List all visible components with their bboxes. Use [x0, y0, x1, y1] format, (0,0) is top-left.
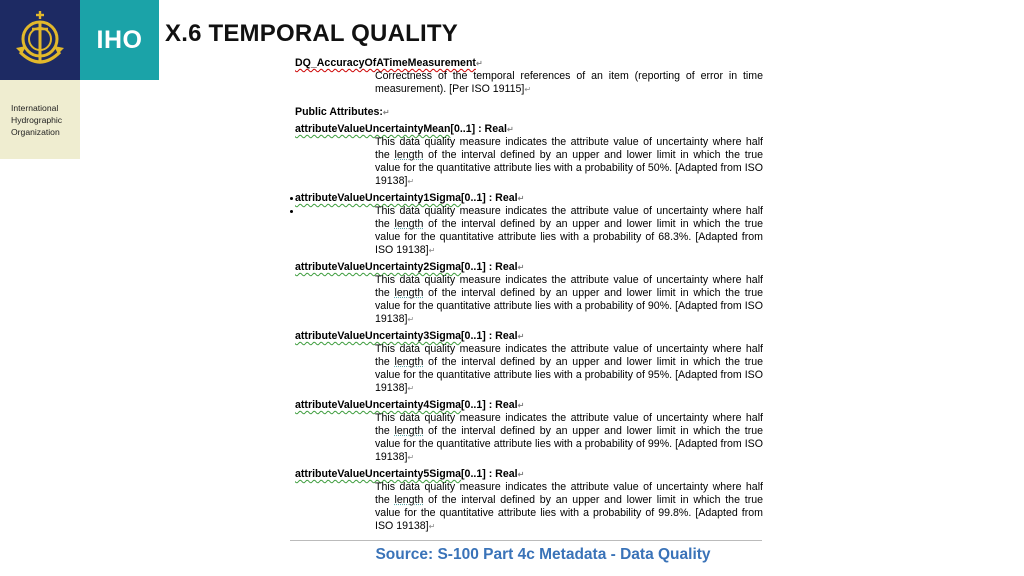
- class-name: DQ_AccuracyOfATimeMeasurement: [295, 57, 476, 69]
- attribute-signature: [0..1] : Real: [461, 192, 518, 204]
- description-keyword: length: [394, 494, 424, 506]
- description-text: of the interval defined by an upper and lower limit in which the true value for the quantitative attribute lies with a probability of 90%. [Adapted from ISO 19138]: [375, 287, 764, 325]
- attribute-description: [375, 274, 763, 326]
- description-text: This data quality measure indicates the attribute value of uncertainty where half the: [375, 136, 763, 161]
- paragraph-mark: ↵: [506, 125, 514, 134]
- description-keyword: length: [394, 425, 424, 437]
- attribute-heading: [295, 123, 763, 136]
- paragraph-mark: ↵: [382, 108, 390, 117]
- description-text: This data quality measure indicates the attribute value of uncertainty where half the: [375, 412, 763, 437]
- attribute-description: [375, 412, 763, 464]
- attribute-heading: [295, 468, 763, 481]
- attribute-entry: [295, 468, 763, 533]
- attribute-description: [375, 205, 763, 257]
- paragraph-mark: ↵: [524, 85, 532, 94]
- organization-name: [0, 80, 80, 159]
- attribute-signature: [0..1] : Real: [450, 123, 507, 135]
- attribute-heading: [295, 330, 763, 343]
- attribute-name: attributeValueUncertainty1Sigma: [295, 192, 462, 204]
- paragraph-mark: ↵: [517, 332, 525, 341]
- paragraph-mark: ↵: [517, 401, 525, 410]
- attribute-description: [375, 136, 763, 188]
- description-text: of the interval defined by an upper and lower limit in which the true value for the quantitative attribute lies with a probability of 99%. [Adapted from ISO 19138]: [375, 425, 764, 463]
- footer-divider: [290, 540, 762, 541]
- paragraph-mark: ↵: [475, 59, 483, 68]
- attribute-entry: [295, 123, 763, 188]
- paragraph-mark: ↵: [407, 384, 415, 393]
- bullet-marker: [290, 210, 293, 213]
- description-text: of the interval defined by an upper and lower limit in which the true value for the quantitative attribute lies with a probability of 50%. [Adapted from ISO 19138]: [375, 149, 764, 187]
- attribute-name: attributeValueUncertaintyMean: [295, 123, 451, 135]
- attribute-signature: [0..1] : Real: [461, 330, 518, 342]
- description-text: This data quality measure indicates the attribute value of uncertainty where half the: [375, 343, 763, 368]
- public-attributes-heading: [295, 106, 763, 119]
- attribute-list: [295, 123, 763, 533]
- paragraph-mark: ↵: [428, 246, 436, 255]
- source-caption: Source: S-100 Part 4c Metadata - Data Quality: [375, 546, 711, 563]
- attribute-entry: [295, 261, 763, 326]
- description-keyword: length: [394, 218, 424, 230]
- attribute-entry: [295, 192, 763, 257]
- description-text: of the interval defined by an upper and lower limit in which the true value for the quantitative attribute lies with a probability of 95%. [Adapted from ISO 19138]: [375, 356, 764, 394]
- description-keyword: length: [394, 287, 424, 299]
- attribute-name: attributeValueUncertainty3Sigma: [295, 330, 462, 342]
- attribute-name: attributeValueUncertainty5Sigma: [295, 468, 462, 480]
- attribute-heading: [295, 261, 763, 274]
- class-description: [375, 70, 763, 96]
- attribute-description: [375, 343, 763, 395]
- paragraph-mark: ↵: [517, 470, 525, 479]
- paragraph-mark: ↵: [517, 194, 525, 203]
- description-text: of the interval defined by an upper and lower limit in which the true value for the quantitative attribute lies with a probability of 68.3%. [Adapted from ISO 19138]: [375, 218, 764, 256]
- brand-block: [80, 0, 159, 80]
- attribute-signature: [0..1] : Real: [461, 399, 518, 411]
- description-keyword: length: [394, 149, 424, 161]
- org-line: International: [11, 103, 59, 113]
- attribute-name: attributeValueUncertainty2Sigma: [295, 261, 462, 273]
- attribute-signature: [0..1] : Real: [461, 468, 518, 480]
- slide-title: X.6 TEMPORAL QUALITY: [165, 20, 458, 47]
- iho-emblem: [0, 0, 80, 80]
- attribute-entry: [295, 330, 763, 395]
- paragraph-mark: ↵: [407, 453, 415, 462]
- org-line: Organization: [11, 127, 60, 137]
- attribute-name: attributeValueUncertainty4Sigma: [295, 399, 462, 411]
- paragraph-mark: ↵: [407, 315, 415, 324]
- description-text: This data quality measure indicates the attribute value of uncertainty where half the: [375, 205, 763, 230]
- bullet-marker: [290, 197, 293, 200]
- description-text: This data quality measure indicates the attribute value of uncertainty where half the: [375, 274, 763, 299]
- brand-text: IHO: [96, 25, 143, 54]
- attribute-entry: [295, 399, 763, 464]
- paragraph-mark: ↵: [428, 522, 436, 531]
- paragraph-mark: ↵: [517, 263, 525, 272]
- attribute-heading: [295, 192, 763, 205]
- anchor-emblem-icon: [10, 8, 70, 72]
- attribute-description: [375, 481, 763, 533]
- class-desc-text: Correctness of the temporal references of an item (reporting of error in time measurement). [Per ISO 19115]: [375, 70, 763, 95]
- class-heading: [295, 57, 763, 70]
- document-excerpt: [295, 56, 763, 533]
- attribute-heading: [295, 399, 763, 412]
- description-text: This data quality measure indicates the attribute value of uncertainty where half the: [375, 481, 763, 506]
- attribute-signature: [0..1] : Real: [461, 261, 518, 273]
- description-text: of the interval defined by an upper and lower limit in which the true value for the quantitative attribute lies with a probability of 99.8%. [Adapted from ISO 19138]: [375, 494, 764, 532]
- org-line: Hydrographic: [11, 115, 63, 125]
- description-keyword: length: [394, 356, 424, 368]
- public-attributes-label: Public Attributes:: [295, 106, 383, 118]
- paragraph-mark: ↵: [407, 177, 415, 186]
